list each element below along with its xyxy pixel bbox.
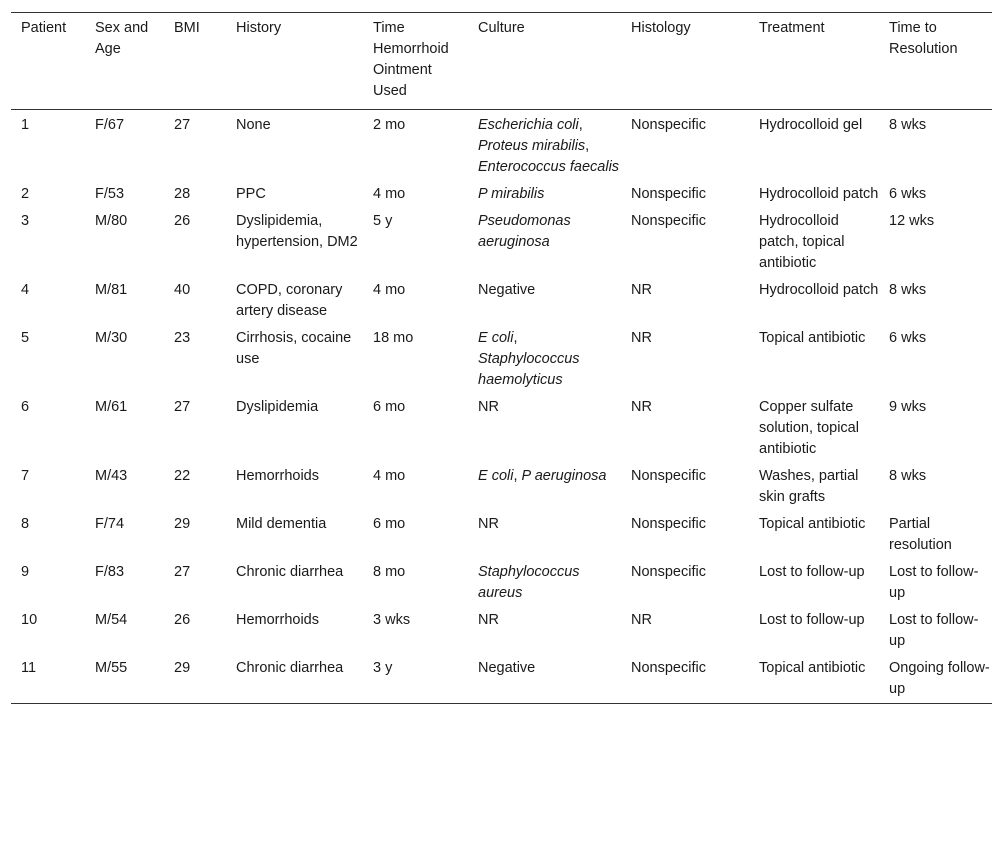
cell-culture	[468, 392, 621, 461]
cell-time-ointment: 4 mo	[373, 282, 406, 298]
cell-resolution: 8 wks	[889, 282, 927, 298]
header-patient: Patient	[21, 20, 67, 36]
cell-time-ointment: 3 y	[373, 660, 393, 676]
cell-patient: 8	[21, 516, 30, 532]
cell-sex-age: M/81	[95, 282, 128, 298]
cell-time-ointment: 18 mo	[373, 330, 414, 346]
patient-table	[11, 12, 992, 704]
table-body	[11, 110, 992, 704]
cell-bmi: 26	[174, 213, 191, 229]
cell-resolution: Lost to follow-up	[889, 612, 979, 649]
table-row	[11, 392, 992, 461]
table-row	[11, 461, 992, 509]
culture-text: NR	[478, 399, 499, 415]
cell-history: Dyslipidemia, hypertension, DM2	[236, 213, 358, 250]
cell-histology: Nonspecific	[631, 117, 706, 133]
table-row	[11, 509, 992, 557]
cell-sex-age: M/43	[95, 468, 128, 484]
cell-bmi: 26	[174, 612, 191, 628]
header-treatment: Treatment	[759, 20, 825, 36]
cell-patient: 9	[21, 564, 30, 580]
cell-sex-age: M/80	[95, 213, 128, 229]
cell-patient: 11	[21, 660, 37, 676]
cell-treatment: Hydrocolloid patch, topical antibiotic	[759, 213, 845, 271]
header-resolution: Time to Resolution	[889, 20, 958, 57]
cell-culture	[468, 275, 621, 323]
cell-bmi: 40	[174, 282, 191, 298]
patient-table-container	[11, 12, 992, 704]
cell-bmi: 28	[174, 186, 191, 202]
header-histology: Histology	[631, 20, 691, 36]
header-history: History	[236, 20, 282, 36]
cell-history: Dyslipidemia	[236, 399, 319, 415]
cell-treatment: Lost to follow-up	[759, 564, 865, 580]
cell-sex-age: F/83	[95, 564, 125, 580]
organism-name: E coli	[478, 330, 514, 346]
cell-culture	[468, 557, 621, 605]
cell-patient: 1	[21, 117, 30, 133]
cell-time-ointment: 5 y	[373, 213, 393, 229]
cell-culture	[468, 179, 621, 206]
cell-sex-age: F/67	[95, 117, 125, 133]
cell-patient: 10	[21, 612, 38, 628]
cell-patient: 6	[21, 399, 30, 415]
cell-patient: 4	[21, 282, 30, 298]
organism-name: Enterococcus faecalis	[478, 159, 620, 175]
cell-bmi: 29	[174, 660, 191, 676]
header-bmi: BMI	[174, 20, 200, 36]
cell-histology: NR	[631, 282, 652, 298]
header-time-ointment: Time Hemorrhoid Ointment Used	[373, 20, 449, 99]
cell-treatment: Hydrocolloid patch	[759, 282, 879, 298]
cell-bmi: 27	[174, 399, 191, 415]
cell-resolution: 6 wks	[889, 186, 927, 202]
organism-name: Staphylococcus haemolyticus	[478, 351, 580, 388]
cell-time-ointment: 4 mo	[373, 186, 406, 202]
cell-history: Mild dementia	[236, 516, 327, 532]
cell-resolution: 6 wks	[889, 330, 927, 346]
cell-time-ointment: 8 mo	[373, 564, 406, 580]
organism-name: Staphylococcus aureus	[478, 564, 580, 601]
cell-bmi: 23	[174, 330, 191, 346]
table-header	[11, 13, 992, 110]
table-row	[11, 557, 992, 605]
culture-text: Negative	[478, 660, 536, 676]
cell-time-ointment: 2 mo	[373, 117, 406, 133]
cell-sex-age: F/53	[95, 186, 125, 202]
cell-sex-age: F/74	[95, 516, 125, 532]
cell-resolution: Lost to follow-up	[889, 564, 979, 601]
cell-history: Chronic diarrhea	[236, 660, 344, 676]
cell-bmi: 27	[174, 564, 191, 580]
cell-history: Cirrhosis, cocaine use	[236, 330, 352, 367]
organism-name: Proteus mirabilis	[478, 138, 586, 154]
cell-sex-age: M/54	[95, 612, 128, 628]
cell-bmi: 22	[174, 468, 191, 484]
cell-time-ointment: 6 mo	[373, 399, 406, 415]
culture-text: NR	[478, 612, 499, 628]
cell-history: Chronic diarrhea	[236, 564, 344, 580]
header-row	[11, 13, 992, 110]
table-row	[11, 653, 992, 704]
table-row	[11, 275, 992, 323]
cell-resolution: 8 wks	[889, 117, 927, 133]
culture-text: ,	[513, 330, 518, 346]
cell-patient: 7	[21, 468, 30, 484]
cell-patient: 5	[21, 330, 30, 346]
cell-treatment: Hydrocolloid gel	[759, 117, 863, 133]
header-culture: Culture	[478, 20, 525, 36]
cell-bmi: 29	[174, 516, 191, 532]
cell-histology: Nonspecific	[631, 564, 706, 580]
cell-history: COPD, coronary artery disease	[236, 282, 343, 319]
table-row	[11, 605, 992, 653]
cell-histology: Nonspecific	[631, 186, 706, 202]
cell-histology: NR	[631, 330, 652, 346]
cell-resolution: 8 wks	[889, 468, 927, 484]
cell-histology: Nonspecific	[631, 660, 706, 676]
organism-name: Pseudomonas aeruginosa	[478, 213, 571, 250]
culture-text: ,	[578, 117, 583, 133]
cell-treatment: Washes, partial skin grafts	[759, 468, 859, 505]
organism-name: E coli	[478, 468, 514, 484]
table-row	[11, 110, 992, 180]
cell-time-ointment: 6 mo	[373, 516, 406, 532]
table-row	[11, 323, 992, 392]
cell-history: Hemorrhoids	[236, 468, 319, 484]
cell-resolution: 12 wks	[889, 213, 935, 229]
header-sex-age: Sex and Age	[95, 20, 149, 57]
organism-name: P aeruginosa	[521, 468, 607, 484]
cell-histology: Nonspecific	[631, 213, 706, 229]
cell-treatment: Lost to follow-up	[759, 612, 865, 628]
cell-history: Hemorrhoids	[236, 612, 319, 628]
organism-name: P mirabilis	[478, 186, 545, 202]
cell-patient: 2	[21, 186, 30, 202]
cell-treatment: Topical antibiotic	[759, 660, 866, 676]
cell-treatment: Topical antibiotic	[759, 330, 866, 346]
table-row	[11, 179, 992, 206]
cell-histology: Nonspecific	[631, 468, 706, 484]
cell-resolution: Partial resolution	[889, 516, 952, 553]
cell-culture	[468, 653, 621, 704]
cell-treatment: Copper sulfate solution, topical antibiotic	[759, 399, 859, 457]
cell-histology: NR	[631, 399, 652, 415]
cell-culture	[468, 110, 621, 180]
culture-text: Negative	[478, 282, 536, 298]
cell-culture	[468, 605, 621, 653]
cell-patient: 3	[21, 213, 30, 229]
culture-text: ,	[585, 138, 590, 154]
cell-culture	[468, 509, 621, 557]
organism-name: Escherichia coli	[478, 117, 579, 133]
cell-resolution: Ongoing follow-up	[889, 660, 990, 697]
culture-text: ,	[513, 468, 522, 484]
table-row	[11, 206, 992, 275]
cell-resolution: 9 wks	[889, 399, 927, 415]
cell-history: None	[236, 117, 271, 133]
cell-histology: NR	[631, 612, 652, 628]
cell-time-ointment: 3 wks	[373, 612, 411, 628]
cell-sex-age: M/61	[95, 399, 128, 415]
cell-history: PPC	[236, 186, 266, 202]
cell-culture	[468, 323, 621, 392]
cell-sex-age: M/30	[95, 330, 128, 346]
cell-bmi: 27	[174, 117, 191, 133]
cell-time-ointment: 4 mo	[373, 468, 406, 484]
cell-treatment: Topical antibiotic	[759, 516, 866, 532]
cell-treatment: Hydrocolloid patch	[759, 186, 879, 202]
cell-culture	[468, 461, 621, 509]
culture-text: NR	[478, 516, 499, 532]
cell-histology: Nonspecific	[631, 516, 706, 532]
cell-sex-age: M/55	[95, 660, 128, 676]
cell-culture	[468, 206, 621, 275]
